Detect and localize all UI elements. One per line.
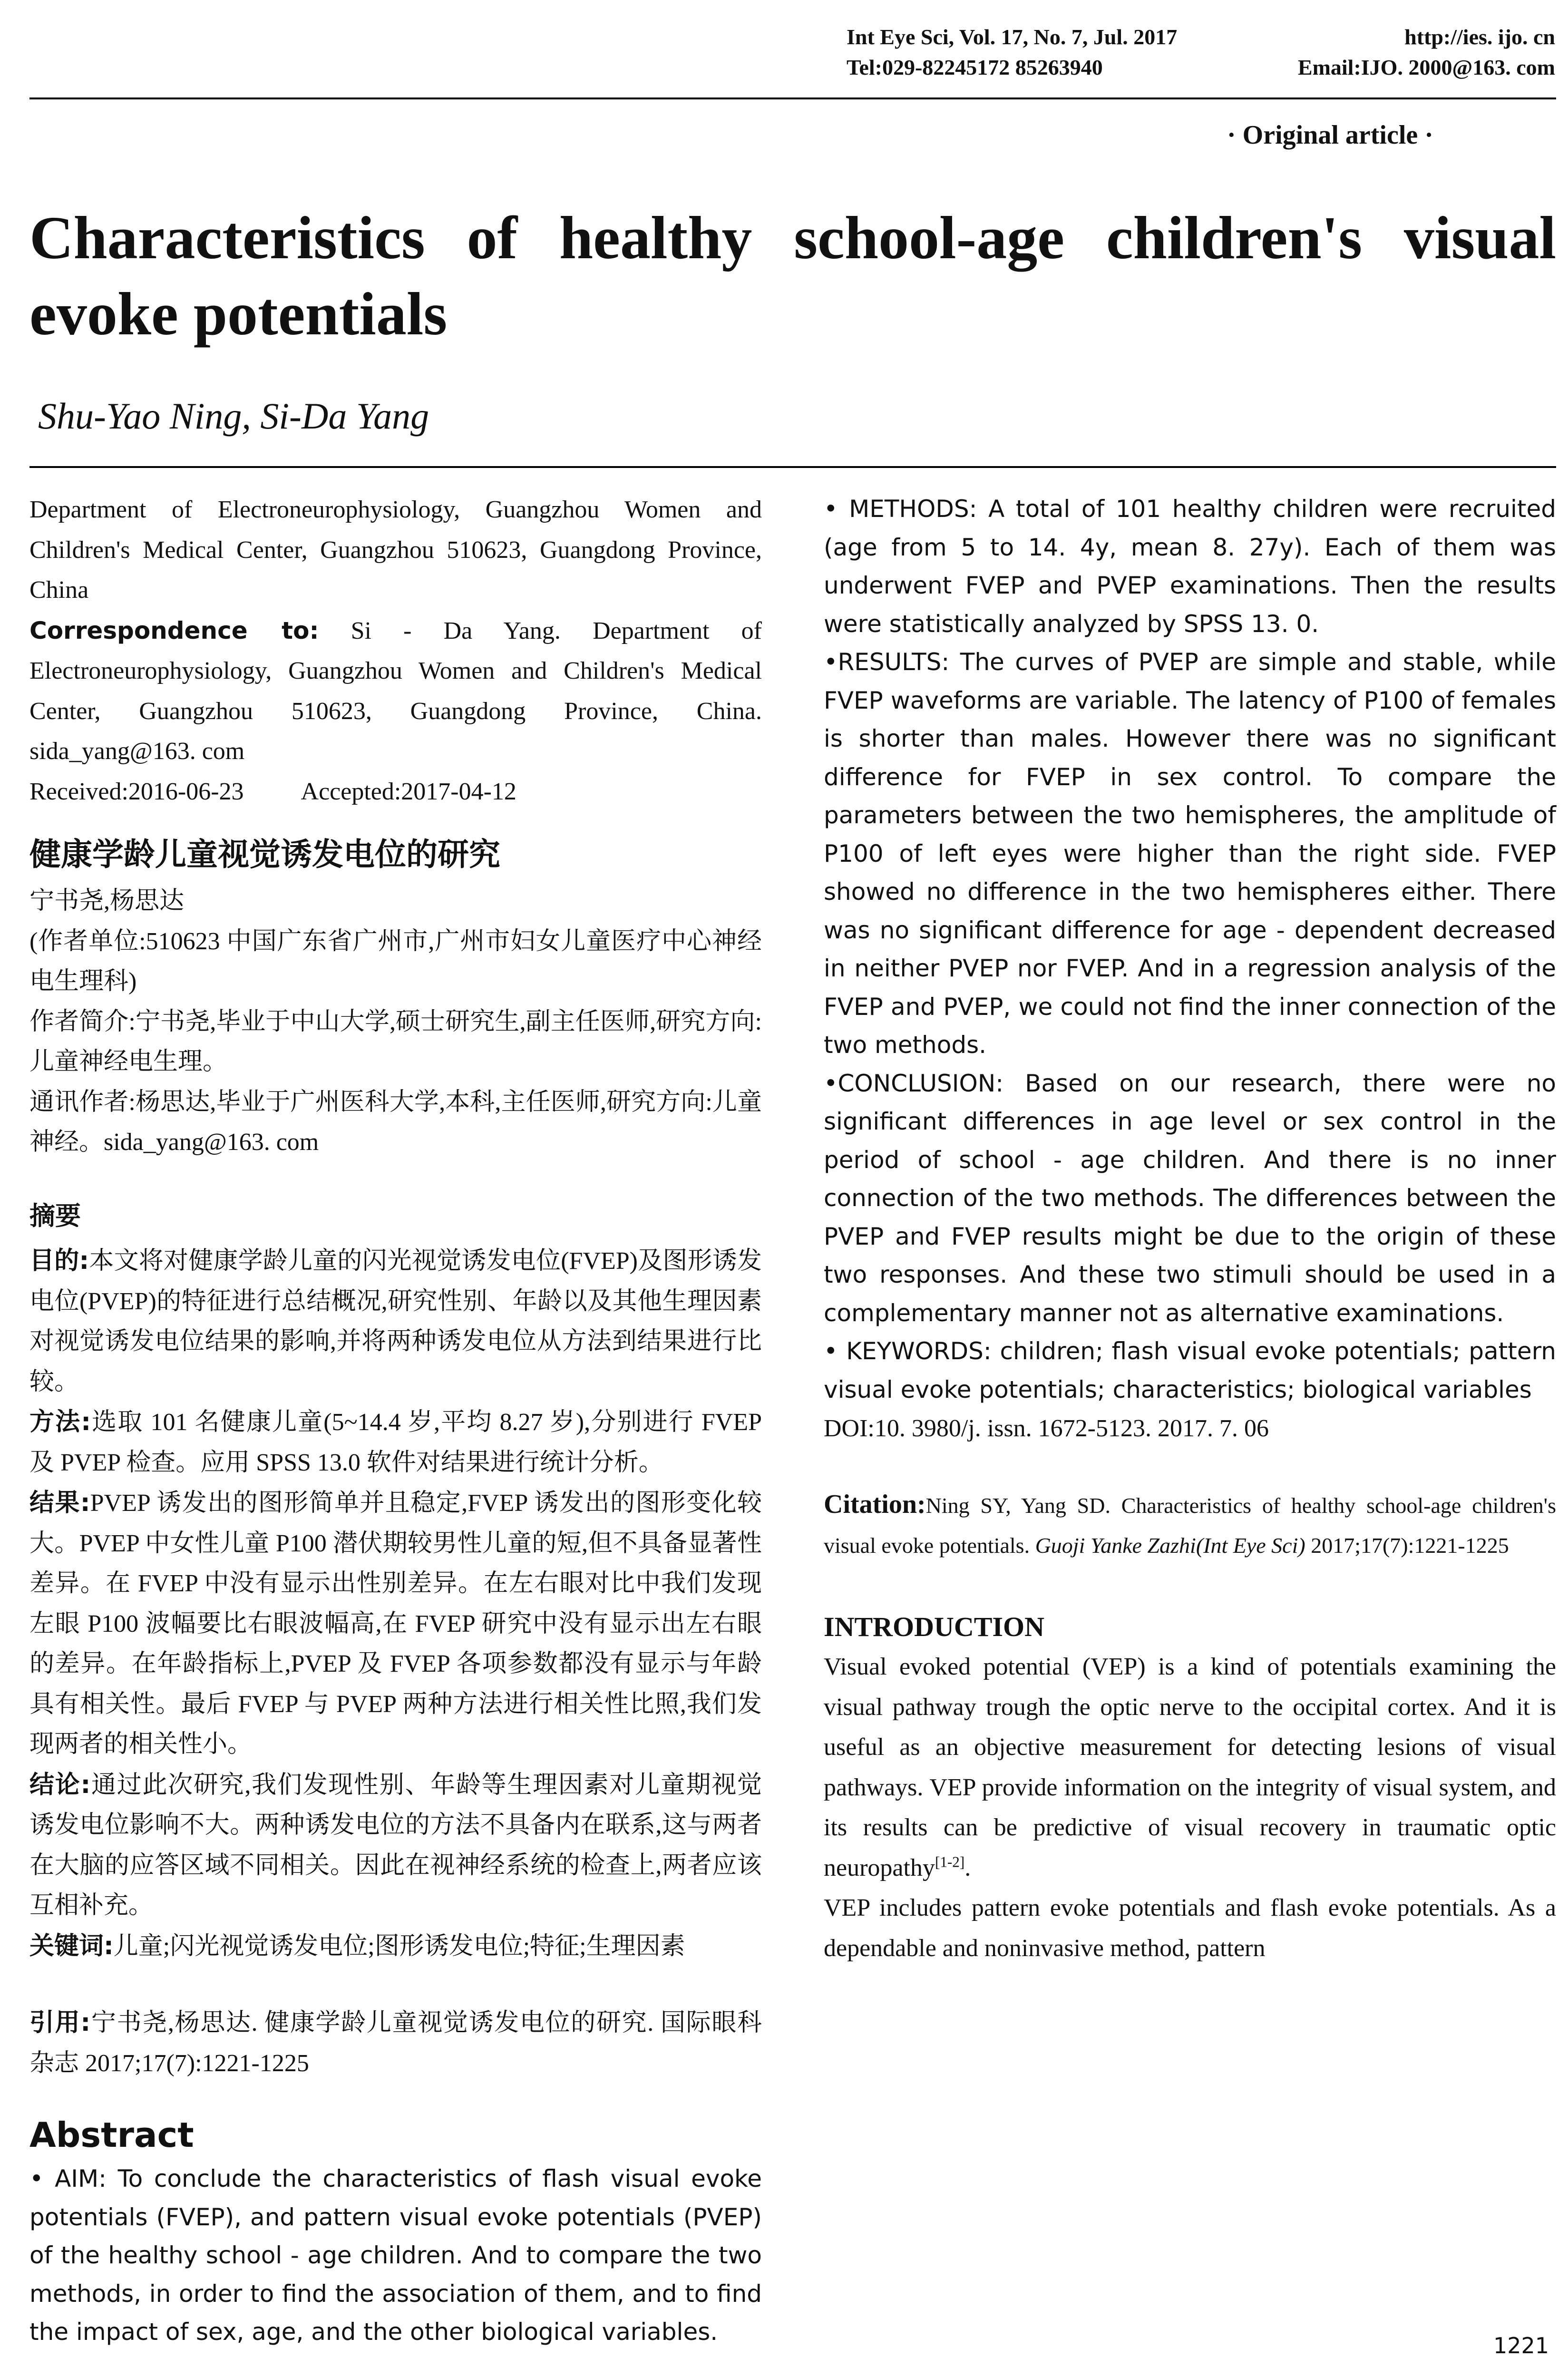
cn-results [29,1483,762,1765]
abstract-aim: • AIM: To conclude the characteristics of flash visual evoke potentials (FVEP), and pattern visual evoke potentials (PVEP) of the healthy school - age children. And to compare the two methods, in order to find the association of them, and to find the impact of sex, age, and the other biological variables. [29,2165,762,2346]
citation-label: Citation: [824,1489,926,1519]
cn-methods-label: 方法: [29,1408,91,1436]
journal-email: Email:IJO. 2000@163. com [1297,55,1555,79]
doi: DOI:10. 3980/j. issn. 1672-5123. 2017. 7. 06 [824,1415,1269,1442]
introduction-paragraph-2: VEP includes pattern evoke potentials and flash evoke potentials. As a dependable and noninvasive method, pattern [824,1894,1556,1962]
journal-website: http://ies. ijo. cn [1404,25,1555,49]
cn-citation [29,2003,762,2084]
cn-objective-label: 目的: [29,1247,89,1275]
article-type: · Original article · [1227,120,1433,150]
cn-abstract-heading: 摘要 [29,1200,81,1231]
abstract-results: •RESULTS: The curves of PVEP are simple and stable, while FVEP waveforms are variable. The latency of P100 of females is shorter than males. However there was no significant difference for FVEP in sex control. To compare the parameters between the two hemispheres, the amplitude of P100 of left eyes were higher than the right side. FVEP showed no difference in the two hemispheres either. There was no significant difference for age - dependent decreased in neither PVEP nor FVEP. And in a regression analysis of the FVEP and PVEP, we could not find the inner connection of the two methods. [824,648,1556,1059]
journal-issue: Int Eye Sci, Vol. 17, No. 7, Jul. 2017 [847,25,1178,49]
cn-author-intro: 作者简介:宁书尧,毕业于中山大学,硕士研究生,副主任医师,研究方向:儿童神经电生理。 [29,1008,762,1075]
title-rule [29,466,1556,468]
cn-title: 健康学龄儿童视觉诱发电位的研究 [29,836,500,873]
page-number: 1221 [1493,2333,1549,2358]
cn-objective [29,1241,762,1402]
cn-affiliation: (作者单位:510623 中国广东省广州市,广州市妇女儿童医疗中心神经电生理科) [29,927,762,995]
header-rule [29,97,1556,99]
citation-text-a: Ning SY, Yang SD. Characteristics of healthy school-age children's visual evoke potentials. [824,1493,1556,1558]
cn-keywords-text: 儿童;闪光视觉诱发电位;图形诱发电位;特征;生理因素 [113,1932,685,1960]
correspondence [29,611,762,772]
citation-text-b: 2017;17(7):1221-1225 [1305,1533,1509,1558]
intro-p1-reference: [1-2] [935,1853,965,1870]
abstract-methods: • METHODS: A total of 101 healthy children were recruited (age from 5 to 14. 4y, mean 8. 27y). Each of them was underwent FVEP and PVEP examinations. Then the results were statistically analyzed by SPSS 13. 0. [824,495,1556,638]
introduction-heading: INTRODUCTION [824,1611,1045,1642]
received-date: Received:2016-06-23 [29,778,244,805]
right-column [824,490,1556,1968]
correspondence-text: Si - Da Yang. Department of Electroneurophysiology, Guangzhou Women and Children's Medical Center, Guangzhou 510623, Guangdong Province, China. sida_yang@163. com [29,617,762,765]
intro-p1-text: Visual evoked potential (VEP) is a kind of potentials examining the visual pathway trough the optic nerve to the occipital cortex. And it is useful as an objective measurement for detecting lesions of visual pathways. VEP provide information on the integrity of visual system, and its results can be predictive of visual recovery in traumatic optic neuropathy [824,1653,1556,1881]
cn-authors: 宁书尧,杨思达 [29,887,185,915]
abstract-keywords: • KEYWORDS: children; flash visual evoke potentials; pattern visual evoke potentials; characteristics; biological variables [824,1337,1556,1403]
cn-citation-text: 宁书尧,杨思达. 健康学龄儿童视觉诱发电位的研究. 国际眼科杂志 2017;17(7):1221-1225 [29,2009,762,2077]
cn-objective-text: 本文将对健康学龄儿童的闪光视觉诱发电位(FVEP)及图形诱发电位(PVEP)的特征进行总结概况,研究性别、年龄以及其他生理因素对视觉诱发电位结果的影响,并将两种诱发电位从方法到结果进行比较。 [29,1247,762,1395]
accepted-date: Accepted:2017-04-12 [301,778,516,805]
cn-results-text: PVEP 诱发出的图形简单并且稳定,FVEP 诱发出的图形变化较大。PVEP 中女性儿童 P100 潜伏期较男性儿童的短,但不具备显著性差异。在 FVEP 中没有显示出性别差异。在左右眼对比中我们发现左眼 P100 波幅要比右眼波幅高,在 FVEP 研究中没有显示出左右眼的差异。在年龄指标上,PVEP 及 FVEP 各项参数都没有显示与年龄具有相关性。最后 FVEP 与 PVEP 两种方法进行相关性比照,我们发现两者的相关性小。 [29,1490,762,1758]
cn-conclusion-text: 通过此次研究,我们发现性别、年龄等生理因素对儿童期视觉诱发电位影响不大。两种诱发电位的方法不具备内在联系,这与两者在大脑的应答区域不同相关。因此在视神经系统的检查上,两者应该互相补充。 [29,1771,762,1919]
citation-journal: Guoji Yanke Zazhi(Int Eye Sci) [1035,1533,1305,1558]
citation [824,1484,1556,1566]
abstract-heading: Abstract [29,2115,194,2155]
cn-conclusion-label: 结论: [29,1770,91,1799]
cn-results-label: 结果: [29,1489,90,1517]
cn-corresponding-author: 通讯作者:杨思达,毕业于广州医科大学,本科,主任医师,研究方向:儿童神经。sida_yang@163. com [29,1088,762,1156]
cn-citation-label: 引用: [29,2008,91,2037]
left-column [29,490,762,2351]
intro-p1-end: . [964,1854,971,1881]
article-title: Characteristics of healthy school-age children's visual evoke potentials [29,204,1556,348]
abstract-conclusion: •CONCLUSION: Based on our research, there were no significant differences in age level or sex control in the period of school - age children. And there is no inner connection of the two methods. The differences between the PVEP and FVEP results might be due to the origin of these two responses. And these two stimuli should be used in a complementary manner not as alternative examinations. [824,1069,1556,1327]
introduction-paragraph-1 [824,1647,1556,1888]
journal-tel: Tel:029-82245172 85263940 [847,55,1103,79]
article-authors: Shu-Yao Ning, Si-Da Yang [38,395,429,437]
dates [29,772,762,812]
affiliation: Department of Electroneurophysiology, Guangzhou Women and Children's Medical Center, Guangzhou 510623, Guangdong Province, China [29,496,762,604]
cn-methods [29,1402,762,1483]
cn-keywords-label: 关键词: [29,1931,114,1960]
correspondence-label: Correspondence to: [29,616,319,644]
cn-keywords [29,1926,762,1967]
cn-methods-text: 选取 101 名健康儿童(5~14.4 岁,平均 8.27 岁),分别进行 FVEP 及 PVEP 检查。应用 SPSS 13.0 软件对结果进行统计分析。 [29,1409,762,1476]
cn-conclusion [29,1765,762,1926]
